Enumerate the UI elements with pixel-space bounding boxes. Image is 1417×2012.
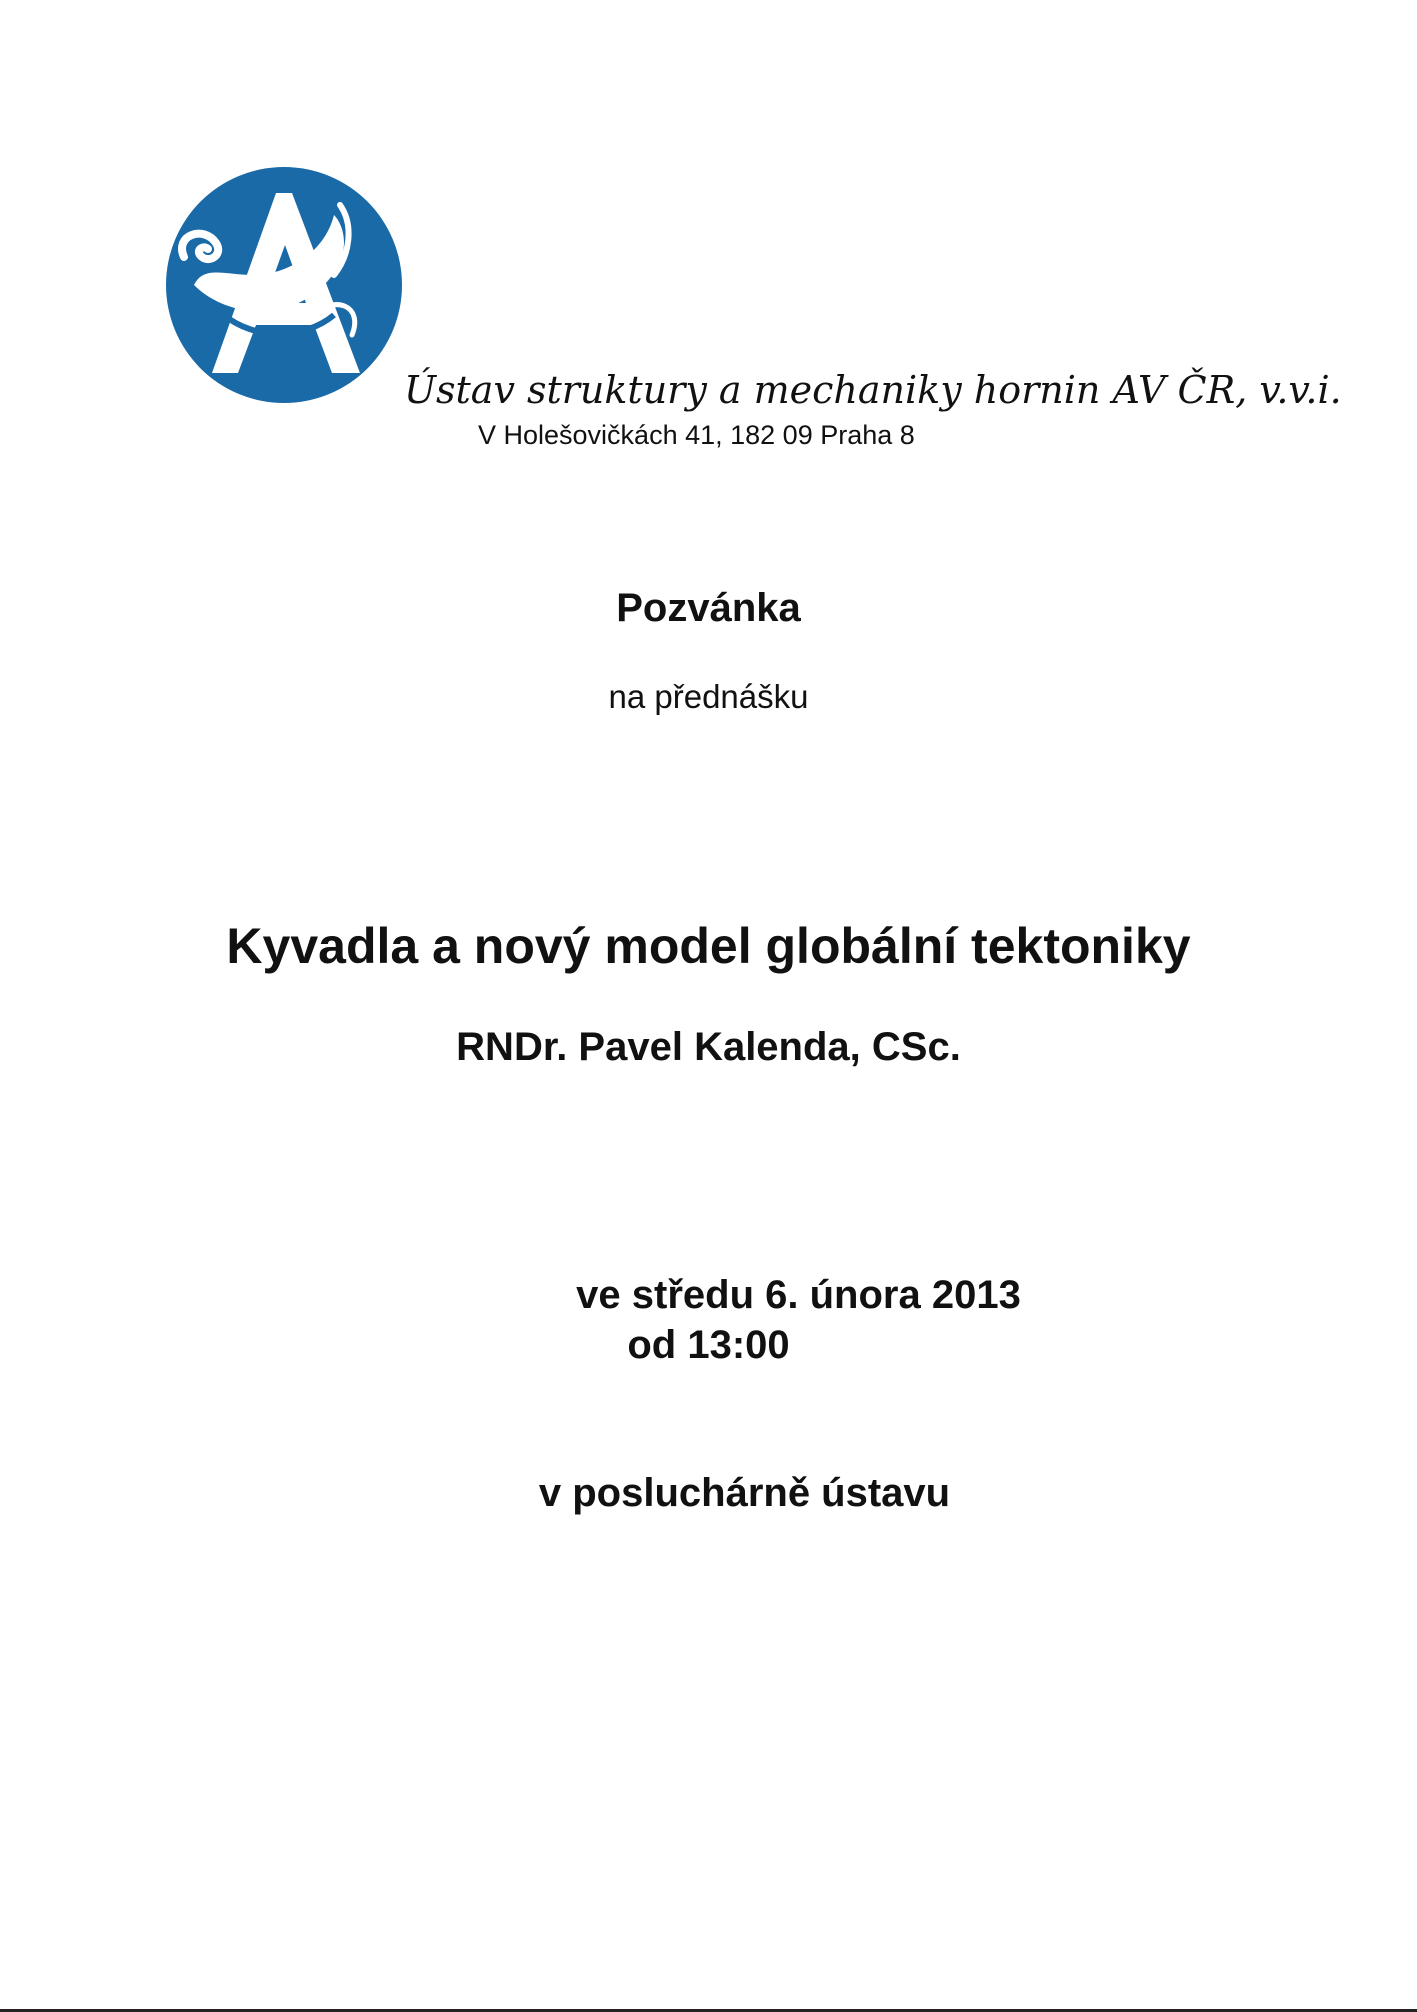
institute-address: V Holešovičkách 41, 182 09 Praha 8 (478, 420, 915, 450)
lecture-title: Kyvadla a nový model globální tektoniky (226, 918, 1191, 974)
academy-a-logo-icon (164, 165, 404, 405)
lecture-venue: v posluchárně ústavu (538, 1471, 951, 1515)
institute-name: Ústav struktury a mechaniky hornin AV ČR, v.v.i. (404, 368, 1342, 412)
lecture-date: ve středu 6. února 2013 (576, 1273, 1021, 1317)
invitation-subheading: na přednášku (608, 678, 809, 715)
lecture-time: od 13:00 (627, 1323, 790, 1367)
invitation-heading: Pozvánka (616, 586, 801, 630)
lecture-speaker: RNDr. Pavel Kalenda, CSc. (456, 1025, 961, 1069)
